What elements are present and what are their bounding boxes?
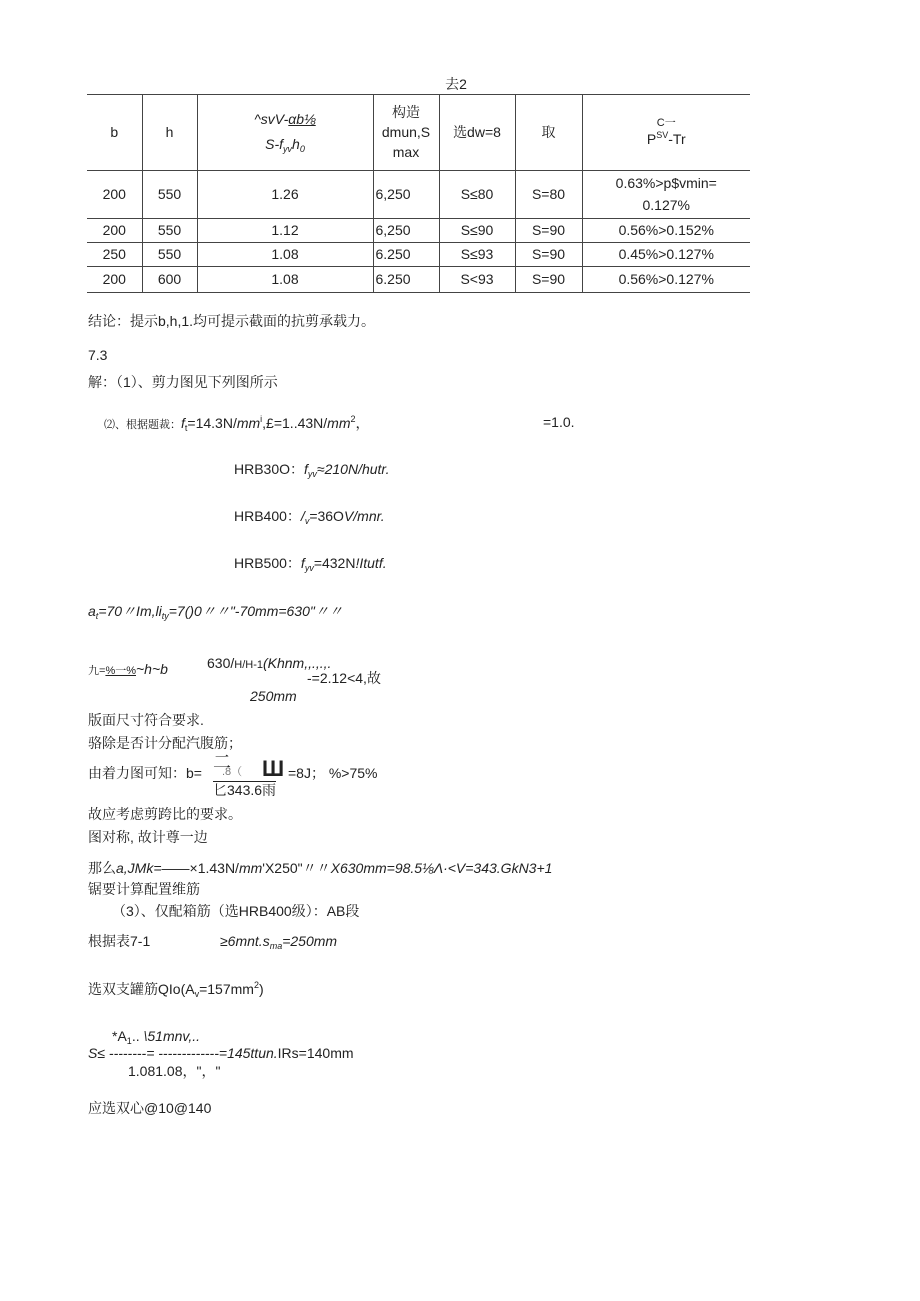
cell-take: S=90: [515, 267, 582, 293]
coefficient: =1.0.: [543, 414, 575, 430]
header-b: b: [87, 95, 142, 171]
cell-select: S≤80: [439, 171, 515, 219]
force-top-glyph: 二: [213, 752, 231, 772]
check-text: 骆除是否计分配汽腹筋；: [88, 735, 242, 751]
stirrup-select-line: 选双支罐筋$QIo(A_v=157mm^2)$: [88, 980, 264, 999]
table-row: [87, 171, 750, 219]
cell-v: 1.08: [197, 267, 373, 293]
cell-v: 1.26: [197, 171, 373, 219]
hrb400-line: HRB400：$/_v=36OV$/mnr.: [234, 508, 385, 526]
cell-h: 550: [142, 243, 197, 267]
hw-ratio-result: -=2.12<4,故: [307, 670, 381, 686]
table-header-row: [87, 95, 750, 171]
cell-ratio: 0.56%>0.152%: [582, 219, 750, 243]
table-row: [87, 267, 750, 293]
force-diagram-line: 由着力图可知：b=: [88, 765, 202, 781]
cell-take: S=80: [515, 171, 582, 219]
spacing-denominator: 1.081.08，"，": [128, 1063, 221, 1079]
cell-b: 200: [102, 271, 126, 288]
cell-ratio: 0.63%>p$vmin= 0.127%: [582, 171, 750, 219]
final-selection: 应选双心@10@140: [88, 1100, 212, 1116]
table-caption: 去2: [445, 76, 467, 92]
table-71-line: 根据表7-1: [88, 933, 151, 949]
cell-smax: 6,250: [373, 171, 439, 219]
spacing-formula: S≤ --------= -------------=145ttun.IRs=140mm: [88, 1045, 354, 1061]
cell-select: S≤93: [439, 243, 515, 267]
cell-h: 600: [142, 267, 197, 293]
cell-h: 550: [142, 219, 197, 243]
conclusion: 结论：提示b,h,1.均可提示截面的抗剪承载力。: [88, 313, 376, 329]
hw-ratio-denominator: 250mm: [250, 688, 297, 704]
cell-smax: 6.250: [373, 243, 439, 267]
table-71-values: $\ge 6mnt.s_{ma}=250mm$: [220, 933, 338, 951]
spacing-numerator: $*A_1$.. \51mnv,..: [112, 1028, 201, 1046]
solution-step-1: 解：（1）、剪力图见下列图所示: [88, 374, 278, 390]
shear-span-text: 故应考虑剪跨比的要求。: [88, 806, 242, 822]
header-ratio: C一 $P^{SV}-Tr$: [582, 95, 750, 171]
cell-take: S=90: [515, 243, 582, 267]
stirrup-table: [87, 94, 750, 293]
header-h: h: [142, 95, 197, 171]
concrete-shear-line: 那么a,JMk=——×1.43N/mm'X250"〃〃X630mm=98.5⅛Λ·<V=343.GkN3+1: [88, 860, 553, 876]
effective-depth-line: $a_t=70$〃$Im,li_{ty}=7()0$〃〃"-70mm=630"〃〃: [88, 603, 343, 621]
cell-select: S≤90: [439, 219, 515, 243]
force-result: =8J； %>75%: [288, 765, 378, 781]
cell-h: 550: [142, 171, 197, 219]
table-row: [87, 243, 750, 267]
cell-ratio: 0.56%>0.127%: [582, 267, 750, 293]
force-denominator: 匕343.6雨: [213, 782, 277, 798]
solution-step-2: ⑵、根据题裁：$f_t=14.3N/mm^i,£=1..43N/mm^2$，: [104, 414, 370, 433]
header-construct: 构造 dmun,S max: [373, 95, 439, 171]
need-calc-text: 锯要计算配置维筋: [88, 881, 200, 897]
header-formula: ^svV-αb⅛ $S-f_{yv}h_0$: [197, 95, 373, 171]
cell-smax: 6.250: [373, 267, 439, 293]
cell-v: 1.12: [197, 219, 373, 243]
cell-take: S=90: [515, 219, 582, 243]
section-number: 7.3: [88, 347, 108, 363]
hrb300-line: HRB30O：$f_{yv}\approx 210N$/hutr.: [234, 461, 390, 479]
header-take: 取: [515, 95, 582, 171]
size-ok-text: 版面尺寸符合要求.: [88, 712, 204, 728]
table-row: [87, 219, 750, 243]
cell-v: 1.08: [197, 243, 373, 267]
cell-smax: 6,250: [373, 219, 439, 243]
symmetric-text: 图对称, 故计尊一边: [88, 829, 208, 845]
force-glyph: Ш: [262, 756, 285, 781]
hrb500-line: HRB500：$f_{yv}=432N!Itutf$.: [234, 555, 387, 573]
cell-b: 200: [102, 222, 126, 239]
cell-b: 250: [102, 246, 126, 263]
cell-ratio: 0.45%>0.127%: [582, 243, 750, 267]
cell-b: 200: [102, 186, 126, 203]
hw-ratio-numerator: 630/H/H-1(Khnm,,.,.,.: [207, 655, 332, 671]
hw-ratio-formula: 九=%一%~h~b: [88, 661, 168, 677]
cell-select: S<93: [439, 267, 515, 293]
step-3: （3）、仅配箱筋（选HRB400级）：AB段: [112, 903, 360, 919]
force-mid: .8（: [222, 766, 243, 778]
header-select: 选dw=8: [439, 95, 515, 171]
